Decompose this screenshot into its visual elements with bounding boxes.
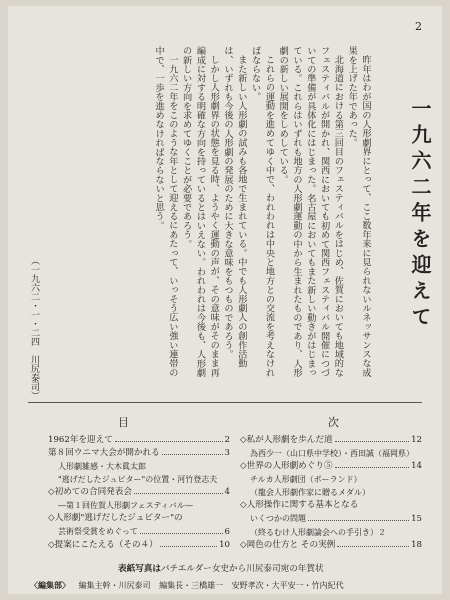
toc-heading-right: 次: [328, 416, 341, 429]
toc-entry-title: ―第１回佐賀人形劇フェスティバル―: [58, 501, 193, 510]
toc-entry-title: 為西少一（山口県中学校）・西田誠（福岡県）: [250, 449, 414, 458]
article-paragraph: 昨年はわが国の人形劇界にとって、ここ数年来に見られないルネッサンスな成果を上げた年であった。: [346, 46, 371, 378]
toc-entry-title: "逃げだしたジュピター"の位置・河竹登志夫: [58, 475, 218, 484]
toc-column-left: [48, 434, 230, 552]
page-number: 2: [415, 20, 422, 33]
toc-entry: [48, 499, 230, 512]
cover-photo-note: [118, 562, 324, 574]
toc-entry-title: 人形劇雑感・大木眞太郎: [58, 462, 146, 471]
toc-entry-title: ◇人形操作に関する基本となる: [240, 500, 359, 510]
staff-label: 〈編集部〉: [30, 580, 70, 590]
toc-entry: [48, 473, 230, 486]
toc-entry: [240, 486, 422, 499]
toc-entry: [240, 447, 422, 460]
toc-leader-dots: [335, 441, 410, 442]
toc-entry-page: 18: [411, 540, 422, 550]
toc-entry: [48, 512, 230, 525]
toc-entry: [48, 525, 230, 539]
toc-entry-title: ◇私が人形劇を歩んだ道: [240, 435, 333, 445]
toc-entry-page: 10: [219, 540, 230, 550]
toc-entry-page: 2: [224, 435, 230, 445]
editorial-staff: [30, 580, 350, 591]
toc-entry-title: ◇岡色の仕方と その実例: [240, 540, 336, 550]
toc-entry-page: 3: [224, 448, 230, 458]
toc-entry: [240, 499, 422, 512]
toc-entry-title: 芸術祭受賞をめぐって: [58, 527, 138, 536]
toc-entry-title: （終るむけ人形劇論会への手引き）２: [250, 528, 386, 537]
toc-entry-title: チルカ人形劇団（ポーランド）: [250, 475, 362, 484]
toc-entry: [240, 539, 422, 552]
toc-entry-title: ◇初めての合同発表会: [48, 487, 132, 497]
toc-leader-dots: [160, 546, 217, 547]
toc-entry-page: 15: [411, 514, 422, 524]
toc-entry-title: ◇人形劇"逃げだしたジュピター"の: [48, 513, 183, 523]
toc-leader-dots: [337, 546, 409, 547]
toc-entry: [48, 434, 230, 447]
toc-entry: [240, 434, 422, 447]
toc-entry: [48, 539, 230, 552]
toc-entry-title: （龍会人形劇作家に贈るメダル）: [250, 488, 370, 497]
toc-entry-title: ◇世界の人形劇めぐり⑤: [240, 461, 333, 471]
toc-entry: [240, 526, 422, 539]
toc-entry-title: 第８回ウニマ大会が開かれる: [48, 448, 160, 458]
toc-entry-page: 14: [411, 461, 422, 471]
section-divider: [28, 402, 422, 403]
toc-leader-dots: [134, 493, 223, 494]
article-title: 一九六二年を迎えて: [408, 98, 432, 332]
toc-leader-dots: [140, 533, 223, 534]
staff-entry: 編集長・三橋雄一: [159, 581, 224, 590]
toc-entry: [48, 460, 230, 473]
toc-leader-dots: [335, 467, 410, 468]
toc-leader-dots: [115, 441, 223, 442]
toc-entry: [48, 486, 230, 499]
article-paragraph: 北海道における第三回目のフェスティバルをはじめ、佐賀においても地域的なフェスティバルが開かれ、関西においても初めて関西フェスティバル開催につづいての準備が具体化にはじまった。名古屋においてもまた新しい動きがはじまっている。これらはいずれも地方の人形劇運動の中から生まれたものであり、人形劇の新しい展開をしめしている。: [277, 46, 344, 378]
toc-entry-page: 6: [224, 527, 230, 537]
toc-leader-dots: [162, 454, 223, 455]
toc-entry-title: 1962年を迎えて: [48, 435, 113, 445]
article-paragraph: しかし人形劇界の状態を見る時、ようやく運動の声が、その意味がそのまま再編成に対する明確な方向を持っているとはいえない。われわれは今後も、人形劇の新しい方向を求めてゆくことが必要であろう。: [180, 46, 220, 378]
article-signature: （一九六二・一・二四 川尻泰司）: [29, 256, 39, 400]
toc-entry-title: ◇提案にこたえる（その４）: [48, 540, 158, 550]
toc-entry: [240, 460, 422, 473]
toc-heading-left: 目: [118, 416, 131, 429]
page-sheet: [8, 6, 442, 594]
article-paragraph: これらの運動を進めてゆく中で、われわれは中央と地方との交流を考えなければならない。: [249, 46, 275, 378]
toc-entry: [240, 473, 422, 486]
article-body: [52, 46, 372, 386]
article-paragraph: また新しい人形劇の試みも各地で生まれている。中でも人形劇人の創作活動は、いずれも今後の人形劇の発展のために大きな意味をもつものであろう。: [222, 46, 247, 368]
toc-entry-page: 12: [411, 435, 422, 445]
staff-entry: 安野孝次・大平安一・竹内紀代: [231, 581, 344, 590]
toc-entry: [48, 447, 230, 460]
toc-entry-page: 4: [224, 487, 230, 497]
cover-note-label: 表紙写真は: [118, 564, 161, 574]
cover-note-text: パチエルダー女史から川尻泰司宛の年賀状: [160, 564, 324, 574]
article-paragraph: 一九六二年をこのような年として迎えるにあたって、いっそう広い強い連帯の中で、一歩を進めなければならないと思う。: [153, 46, 178, 378]
toc-entry: [240, 512, 422, 526]
staff-entry: 編集主幹・川尻泰司: [78, 581, 151, 590]
toc-leader-dots: [308, 520, 409, 521]
toc-entry-title: いくつかの問題: [250, 514, 306, 523]
toc-column-right: [240, 434, 422, 552]
